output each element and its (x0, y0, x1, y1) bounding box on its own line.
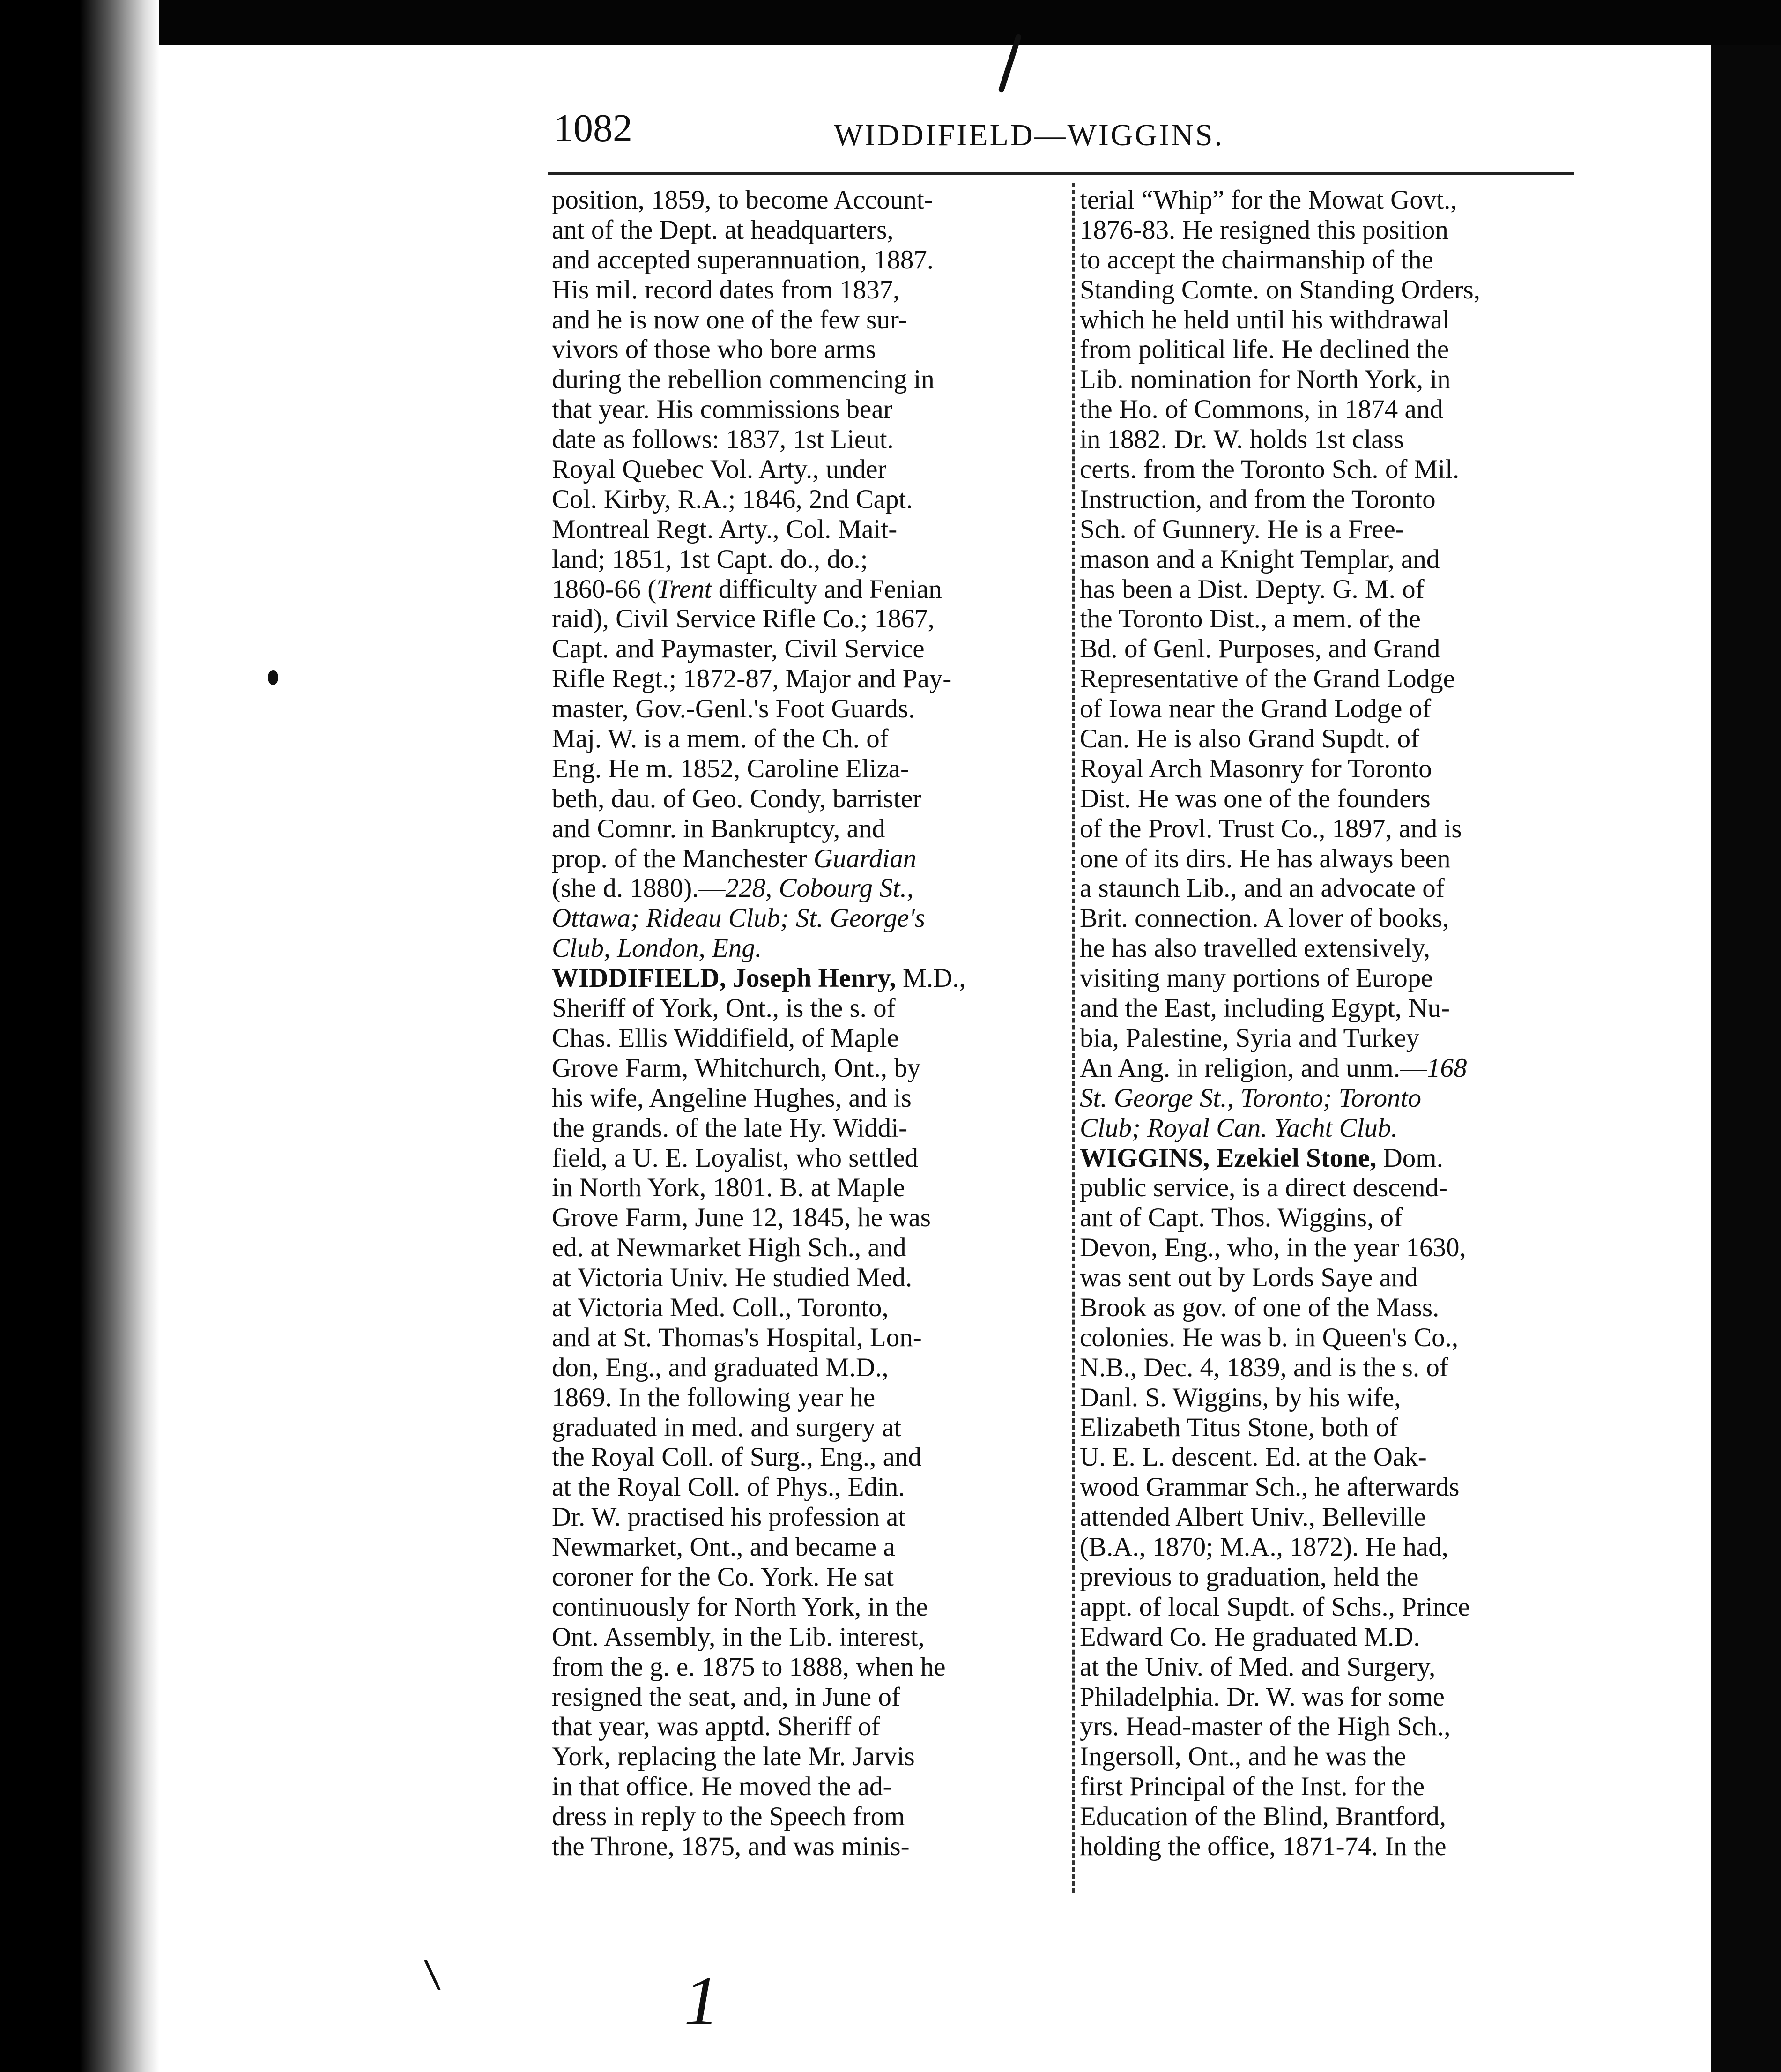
text-line (552, 724, 1067, 754)
line-text: Royal Arch Masonry for Toronto (1080, 753, 1432, 783)
text-line (552, 604, 1067, 634)
text-line (1080, 455, 1595, 484)
line-text: His mil. record dates from 1837, (552, 275, 900, 305)
line-text: resigned the seat, and, in June of (552, 1682, 900, 1712)
text-line (1080, 425, 1595, 455)
line-text: the Toronto Dist., a mem. of the (1080, 604, 1421, 634)
text-line (552, 1802, 1067, 1832)
text-line (1080, 1113, 1595, 1143)
text-line (1080, 903, 1595, 933)
line-text: which he held until his withdrawal (1080, 305, 1450, 335)
text-line (552, 664, 1067, 694)
line-text: in that office. He moved the ad- (552, 1772, 892, 1802)
line-text: Ont. Assembly, in the Lib. interest, (552, 1622, 925, 1652)
text-line (1080, 784, 1595, 814)
text-line (1080, 604, 1595, 634)
text-line (552, 694, 1067, 724)
text-line (552, 873, 1067, 903)
line-text: and accepted superannuation, 1887. (552, 245, 934, 275)
text-line (552, 754, 1067, 784)
line-text: Grove Farm, Whitchurch, Ont., by (552, 1053, 921, 1083)
text-line (1080, 544, 1595, 574)
line-text: 1876-83. He resigned this position (1080, 215, 1448, 245)
text-line (1080, 1652, 1595, 1682)
line-text: Representative of the Grand Lodge (1080, 664, 1455, 694)
header-rule (548, 172, 1574, 175)
text-line (1080, 1263, 1595, 1293)
text-line (552, 963, 1067, 993)
text-line (552, 1652, 1067, 1682)
text-line (1080, 1502, 1595, 1532)
text-line (1080, 1832, 1595, 1862)
text-line (1080, 1532, 1595, 1562)
line-text: Newmarket, Ont., and became a (552, 1532, 895, 1562)
italic-text: 228, Cobourg St., (725, 873, 914, 903)
text-line (1080, 365, 1595, 395)
line-text: (she d. 1880).— (552, 873, 726, 903)
text-line (1080, 215, 1595, 245)
text-line (1080, 1233, 1595, 1263)
text-line (1080, 1742, 1595, 1772)
line-text: first Principal of the Inst. for the (1080, 1772, 1425, 1802)
line-text: 1869. In the following year he (552, 1382, 876, 1412)
text-line (552, 245, 1067, 275)
margin-tick (424, 1960, 440, 1990)
scan-top-border (0, 0, 1781, 45)
left-column (552, 185, 1067, 1862)
line-text: he has also travelled extensively, (1080, 933, 1431, 963)
line-text: and he is now one of the few sur- (552, 305, 907, 335)
text-line (552, 1203, 1067, 1233)
column-divider (1072, 183, 1075, 1893)
text-line (1080, 724, 1595, 754)
text-line (552, 1472, 1067, 1502)
line-text: from the g. e. 1875 to 1888, when he (552, 1652, 946, 1682)
line-text: prop. of the Manchester (552, 843, 814, 873)
line-text: and Comnr. in Bankruptcy, and (552, 813, 885, 843)
text-line (1080, 1383, 1595, 1413)
text-line (1080, 1173, 1595, 1203)
line-text: Dom. (1376, 1143, 1443, 1173)
line-text: raid), Civil Service Rifle Co.; 1867, (552, 604, 935, 634)
line-text: Brit. connection. A lover of books, (1080, 903, 1449, 933)
italic-text: 168 (1426, 1053, 1467, 1083)
line-text: land; 1851, 1st Capt. do., do.; (552, 544, 868, 574)
text-line (1080, 694, 1595, 724)
text-line (552, 1413, 1067, 1443)
line-text: Edward Co. He graduated M.D. (1080, 1622, 1420, 1652)
text-line (552, 1832, 1067, 1862)
text-line (1080, 305, 1595, 335)
line-text: Chas. Ellis Widdifield, of Maple (552, 1023, 899, 1053)
line-text: ant of Capt. Thos. Wiggins, of (1080, 1203, 1403, 1233)
text-line (552, 903, 1067, 933)
line-text: bia, Palestine, Syria and Turkey (1080, 1023, 1420, 1053)
line-text: Devon, Eng., who, in the year 1630, (1080, 1233, 1466, 1263)
italic-text: Ottawa; Rideau Club; St. George's (552, 903, 925, 933)
line-text: that year. His commissions bear (552, 395, 892, 425)
line-text: coroner for the Co. York. He sat (552, 1562, 894, 1592)
text-line (1080, 395, 1595, 425)
text-line (1080, 1413, 1595, 1443)
line-text: his wife, Angeline Hughes, and is (552, 1083, 912, 1113)
line-text: and at St. Thomas's Hospital, Lon- (552, 1322, 922, 1352)
text-line (552, 1442, 1067, 1472)
line-text: terial “Whip” for the Mowat Govt., (1080, 185, 1457, 215)
page-number: 1082 (554, 106, 632, 150)
entry-heading: WIGGINS, Ezekiel Stone, (1080, 1143, 1377, 1173)
text-line (1080, 1023, 1595, 1053)
text-line (1080, 1562, 1595, 1592)
line-text: Danl. S. Wiggins, by his wife, (1080, 1382, 1401, 1412)
text-line (552, 1173, 1067, 1203)
text-line (1080, 1622, 1595, 1652)
pencil-mark-bottom: 1 (684, 1962, 719, 2040)
text-line (552, 455, 1067, 484)
line-text: the grands. of the late Hy. Widdi- (552, 1113, 908, 1143)
line-text: to accept the chairmanship of the (1080, 245, 1433, 275)
text-line (552, 514, 1067, 544)
line-text: An Ang. in religion, and unm.— (1080, 1053, 1427, 1083)
text-line (552, 1772, 1067, 1802)
line-text: Can. He is also Grand Supdt. of (1080, 724, 1420, 754)
text-line (1080, 993, 1595, 1023)
line-text: Dr. W. practised his profession at (552, 1502, 906, 1532)
line-text: Elizabeth Titus Stone, both of (1080, 1412, 1398, 1442)
text-line (552, 1323, 1067, 1353)
line-text: yrs. Head-master of the High Sch., (1080, 1712, 1451, 1742)
text-line (1080, 1053, 1595, 1083)
text-line (1080, 1353, 1595, 1383)
text-line (1080, 1203, 1595, 1233)
italic-text: Trent (656, 574, 712, 604)
text-line (552, 395, 1067, 425)
text-line (1080, 1772, 1595, 1802)
text-line (552, 1562, 1067, 1592)
text-line (552, 634, 1067, 664)
margin-blot (268, 670, 278, 685)
text-line (1080, 814, 1595, 844)
line-text: Sch. of Gunnery. He is a Free- (1080, 514, 1404, 544)
text-line (1080, 754, 1595, 784)
text-line (1080, 1442, 1595, 1472)
line-text: mason and a Knight Templar, and (1080, 544, 1440, 574)
text-line (552, 484, 1067, 514)
text-line (1080, 1083, 1595, 1113)
text-line (1080, 664, 1595, 694)
italic-text: Guardian (813, 843, 917, 873)
line-text: appt. of local Supdt. of Schs., Prince (1080, 1592, 1470, 1622)
text-line (552, 993, 1067, 1023)
line-text: at the Univ. of Med. and Surgery, (1080, 1652, 1436, 1682)
text-line (552, 1053, 1067, 1083)
text-line (1080, 1472, 1595, 1502)
text-line (552, 1682, 1067, 1712)
line-text: at the Royal Coll. of Phys., Edin. (552, 1472, 905, 1502)
entry-heading: WIDDIFIELD, Joseph Henry, (552, 963, 896, 993)
text-line (1080, 634, 1595, 664)
line-text: certs. from the Toronto Sch. of Mil. (1080, 455, 1460, 484)
text-line (552, 1023, 1067, 1053)
text-line (552, 365, 1067, 395)
line-text: Maj. W. is a mem. of the Ch. of (552, 724, 889, 754)
line-text: public service, is a direct descend- (1080, 1173, 1448, 1203)
text-line (552, 215, 1067, 245)
line-text: of the Provl. Trust Co., 1897, and is (1080, 813, 1462, 843)
text-line (552, 784, 1067, 814)
text-line (1080, 1802, 1595, 1832)
text-line (552, 1742, 1067, 1772)
scan-right-border (1711, 45, 1781, 2072)
text-line (1080, 185, 1595, 215)
line-text: Sheriff of York, Ont., is the s. of (552, 993, 896, 1023)
text-line (1080, 275, 1595, 305)
text-line (552, 1263, 1067, 1293)
text-line (1080, 963, 1595, 993)
line-text: Capt. and Paymaster, Civil Service (552, 634, 925, 664)
text-line (1080, 1592, 1595, 1622)
line-text: Brook as gov. of one of the Mass. (1080, 1292, 1440, 1322)
line-text: a staunch Lib., and an advocate of (1080, 873, 1445, 903)
line-text: graduated in med. and surgery at (552, 1412, 902, 1442)
text-line (552, 1083, 1067, 1113)
line-text: holding the office, 1871-74. In the (1080, 1831, 1447, 1861)
text-line (552, 844, 1067, 874)
italic-text: Club, London, Eng. (552, 933, 762, 963)
text-line (552, 275, 1067, 305)
text-line (1080, 873, 1595, 903)
line-text: ant of the Dept. at headquarters, (552, 215, 894, 245)
text-line (1080, 1323, 1595, 1353)
text-line (552, 1113, 1067, 1143)
text-line (552, 1293, 1067, 1323)
text-line (1080, 1143, 1595, 1173)
text-line (1080, 514, 1595, 544)
italic-text: St. George St., Toronto; Toronto (1080, 1083, 1421, 1113)
text-line (552, 1712, 1067, 1742)
text-line (1080, 574, 1595, 604)
line-text: N.B., Dec. 4, 1839, and is the s. of (1080, 1352, 1448, 1382)
text-line (1080, 933, 1595, 963)
running-head: WIDDIFIELD—WIGGINS. (834, 118, 1224, 152)
text-line (1080, 1712, 1595, 1742)
line-text: vivors of those who bore arms (552, 335, 876, 365)
line-text: at Victoria Med. Coll., Toronto, (552, 1292, 889, 1322)
line-text: and the East, including Egypt, Nu- (1080, 993, 1450, 1023)
line-text: one of its dirs. He has always been (1080, 843, 1451, 873)
line-text: that year, was apptd. Sheriff of (552, 1712, 881, 1742)
line-text: wood Grammar Sch., he afterwards (1080, 1472, 1460, 1502)
text-line (1080, 335, 1595, 365)
line-text: (B.A., 1870; M.A., 1872). He had, (1080, 1532, 1448, 1562)
text-line (552, 1143, 1067, 1173)
text-line (1080, 1293, 1595, 1323)
line-text: Montreal Regt. Arty., Col. Mait- (552, 514, 898, 544)
book-spine-shadow (0, 0, 159, 2072)
line-text: in North York, 1801. B. at Maple (552, 1173, 905, 1203)
line-text: position, 1859, to become Account- (552, 185, 933, 215)
line-text: Standing Comte. on Standing Orders, (1080, 275, 1480, 305)
text-line (552, 335, 1067, 365)
line-text: has been a Dist. Depty. G. M. of (1080, 574, 1425, 604)
line-text: don, Eng., and graduated M.D., (552, 1352, 889, 1382)
text-line (552, 1233, 1067, 1263)
text-line (552, 574, 1067, 604)
text-line (1080, 844, 1595, 874)
line-text: master, Gov.-Genl.'s Foot Guards. (552, 694, 915, 724)
line-text: of Iowa near the Grand Lodge of (1080, 694, 1432, 724)
text-line (552, 544, 1067, 574)
line-text: U. E. L. descent. Ed. at the Oak- (1080, 1442, 1427, 1472)
text-line (552, 305, 1067, 335)
line-text: from political life. He declined the (1080, 335, 1449, 365)
line-text: continuously for North York, in the (552, 1592, 928, 1622)
line-text: Lib. nomination for North York, in (1080, 365, 1451, 395)
line-text: Bd. of Genl. Purposes, and Grand (1080, 634, 1440, 664)
right-column (1080, 185, 1595, 1862)
line-text: 1860-66 ( (552, 574, 657, 604)
line-text: previous to graduation, held the (1080, 1562, 1419, 1592)
line-text: Ingersoll, Ont., and he was the (1080, 1742, 1406, 1772)
line-text: dress in reply to the Speech from (552, 1802, 905, 1832)
line-text: Royal Quebec Vol. Arty., under (552, 455, 887, 484)
line-text: difficulty and Fenian (712, 574, 942, 604)
line-text: Grove Farm, June 12, 1845, he was (552, 1203, 931, 1233)
line-text: at Victoria Univ. He studied Med. (552, 1263, 913, 1293)
text-line (1080, 245, 1595, 275)
text-line (552, 814, 1067, 844)
text-line (552, 1383, 1067, 1413)
text-line (552, 1532, 1067, 1562)
text-line (1080, 484, 1595, 514)
italic-text: Club; Royal Can. Yacht Club. (1080, 1113, 1398, 1143)
line-text: the Ho. of Commons, in 1874 and (1080, 395, 1443, 425)
line-text: Instruction, and from the Toronto (1080, 484, 1436, 514)
line-text: Dist. He was one of the founders (1080, 783, 1431, 813)
line-text: Philadelphia. Dr. W. was for some (1080, 1682, 1445, 1712)
text-line (552, 1622, 1067, 1652)
line-text: colonies. He was b. in Queen's Co., (1080, 1322, 1459, 1352)
line-text: was sent out by Lords Saye and (1080, 1263, 1418, 1293)
text-line (552, 1353, 1067, 1383)
line-text: field, a U. E. Loyalist, who settled (552, 1143, 918, 1173)
line-text: the Royal Coll. of Surg., Eng., and (552, 1442, 921, 1472)
text-line (552, 1502, 1067, 1532)
line-text: Col. Kirby, R.A.; 1846, 2nd Capt. (552, 484, 913, 514)
line-text: beth, dau. of Geo. Condy, barrister (552, 783, 922, 813)
text-line (552, 425, 1067, 455)
text-line (552, 185, 1067, 215)
text-line (552, 933, 1067, 963)
line-text: M.D., (896, 963, 966, 993)
line-text: Rifle Regt.; 1872-87, Major and Pay- (552, 664, 952, 694)
line-text: visiting many portions of Europe (1080, 963, 1433, 993)
line-text: in 1882. Dr. W. holds 1st class (1080, 425, 1404, 455)
line-text: date as follows: 1837, 1st Lieut. (552, 425, 894, 455)
line-text: the Throne, 1875, and was minis- (552, 1831, 910, 1861)
text-line (552, 1592, 1067, 1622)
line-text: Education of the Blind, Brantford, (1080, 1802, 1446, 1832)
text-line (1080, 1682, 1595, 1712)
line-text: Eng. He m. 1852, Caroline Eliza- (552, 753, 909, 783)
line-text: during the rebellion commencing in (552, 365, 935, 395)
line-text: ed. at Newmarket High Sch., and (552, 1233, 906, 1263)
line-text: attended Albert Univ., Belleville (1080, 1502, 1426, 1532)
line-text: York, replacing the late Mr. Jarvis (552, 1742, 915, 1772)
